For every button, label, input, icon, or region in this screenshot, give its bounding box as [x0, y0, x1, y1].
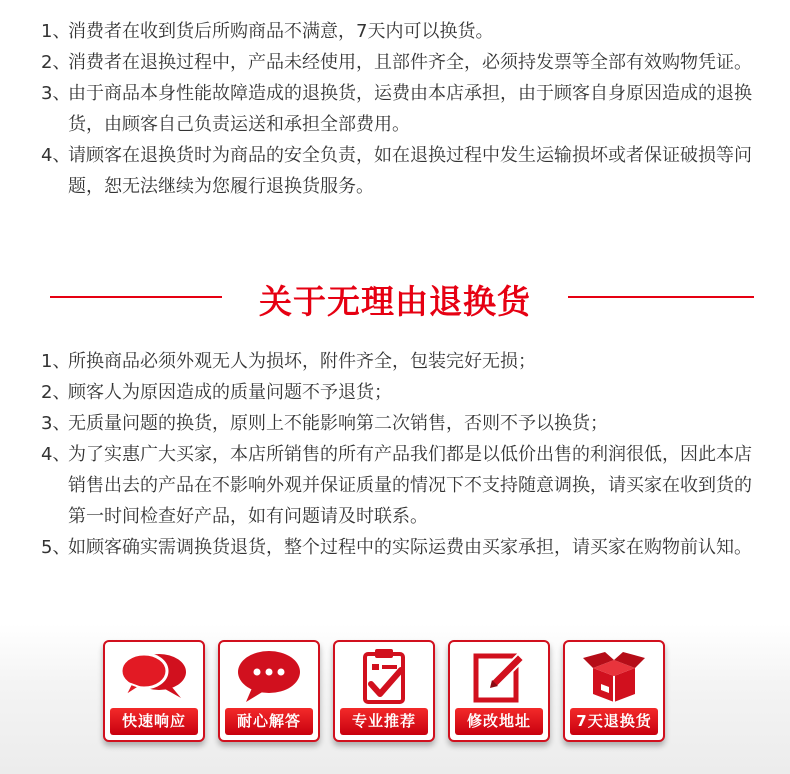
badge-seven-day-return[interactable]: [563, 640, 665, 742]
list-item-number: 1、: [41, 21, 71, 42]
list-item: [0, 346, 790, 377]
badge-professional-recommend[interactable]: [333, 640, 435, 742]
list-item-text: 消费者在收到货后所购商品不满意，7天内可以换货。: [68, 21, 494, 42]
list-item: [0, 16, 790, 47]
list-item-text: 由于商品本身性能故障造成的退换货，运费由本店承担，由于顾客自身原因造成的退换货，由顾客自己负责运送和承担全部费用。: [68, 83, 752, 135]
list-item: [0, 47, 790, 78]
list-item: [0, 78, 790, 140]
chat-bubbles-icon: [119, 648, 189, 704]
badge-patient-answer[interactable]: [218, 640, 320, 742]
list-item-text: 消费者在退换过程中，产品未经使用，且部件齐全，必须持发票等全部有效购物凭证。: [68, 52, 752, 73]
list-item: [0, 140, 790, 202]
clipboard-check-icon: [349, 648, 419, 704]
list-item: [0, 439, 790, 532]
list-item: [0, 377, 790, 408]
list-item-text: 请顾客在退换货时为商品的安全负责，如在退换过程中发生运输损坏或者保证破损等问题，恕无法继续为您履行退换货服务。: [68, 145, 752, 197]
section-heading: [0, 268, 790, 328]
list-item-text: 为了实惠广大买家，本店所销售的所有产品我们都是以低价出售的利润很低，因此本店销售出去的产品在不影响外观并保证质量的情况下不支持随意调换，请买家在收到货的第一时间检查好产品，如有问题请及时联系。: [68, 444, 752, 527]
list-item-number: 3、: [41, 83, 71, 104]
list-item-text: 如顾客确实需调换货退货，整个过程中的实际运费由买家承担，请买家在购物前认知。: [68, 537, 752, 558]
badge-label: 修改地址: [455, 708, 543, 735]
no-reason-return-list: [0, 346, 790, 563]
list-item: [0, 532, 790, 563]
heading-divider-right: [568, 296, 754, 298]
speech-bubble-icon: [234, 648, 304, 704]
list-item-number: 5、: [41, 537, 71, 558]
package-box-icon: [579, 648, 649, 704]
section-title: 关于无理由退换货: [259, 282, 531, 321]
badge-modify-address[interactable]: [448, 640, 550, 742]
exchange-policy-list: [0, 16, 790, 202]
list-item-number: 3、: [41, 413, 71, 434]
badge-label: 快速响应: [110, 708, 198, 735]
list-item-number: 4、: [41, 145, 71, 166]
list-item-number: 2、: [41, 52, 71, 73]
badge-label: 专业推荐: [340, 708, 428, 735]
badge-label: 7天退换货: [570, 708, 658, 735]
list-item-text: 无质量问题的换货，原则上不能影响第二次销售，否则不予以换货；: [68, 413, 608, 434]
list-item-text: 所换商品必须外观无人为损坏，附件齐全，包装完好无损；: [68, 351, 536, 372]
list-item-number: 4、: [41, 444, 71, 465]
heading-divider-left: [50, 296, 222, 298]
list-item-text: 顾客人为原因造成的质量问题不予退货；: [68, 382, 392, 403]
list-item-number: 2、: [41, 382, 71, 403]
service-badges: [0, 640, 790, 750]
badge-label: 耐心解答: [225, 708, 313, 735]
badge-quick-response[interactable]: [103, 640, 205, 742]
list-item: [0, 408, 790, 439]
list-item-number: 1、: [41, 351, 71, 372]
edit-pen-icon: [464, 648, 534, 704]
